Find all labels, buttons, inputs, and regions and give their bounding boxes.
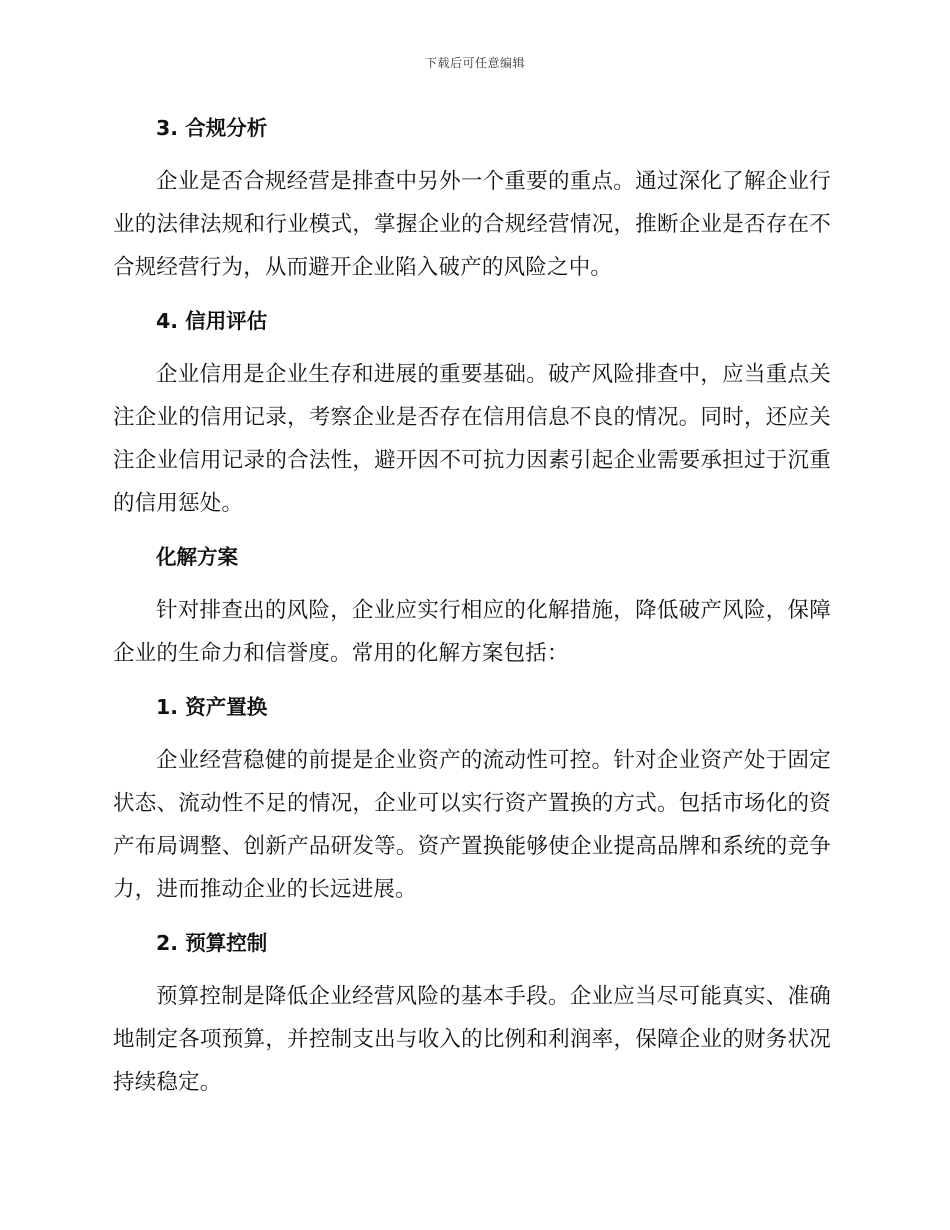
document-body — [113, 106, 831, 1104]
section-asset-swap — [113, 685, 831, 921]
section-compliance-analysis — [113, 106, 831, 299]
section-resolution-plan — [113, 535, 831, 685]
section-heading: 化解方案 — [156, 545, 238, 569]
section-credit-assessment — [113, 299, 831, 535]
section-budget-control — [113, 921, 831, 1104]
section-paragraph: 预算控制是降低企业经营风险的基本手段。企业应当尽可能真实、准确地制定各项预算，并控制支出与收入的比例和利润率，保障企业的财务状况持续稳定。 — [113, 984, 831, 1095]
section-heading: 2. 预算控制 — [156, 931, 268, 955]
section-paragraph: 企业是否合规经营是排查中另外一个重要的重点。通过深化了解企业行业的法律法规和行业模式，掌握企业的合规经营情况，推断企业是否存在不合规经营行为，从而避开企业陷入破产的风险之中。 — [113, 169, 831, 280]
section-heading: 3. 合规分析 — [156, 116, 268, 140]
section-heading: 4. 信用评估 — [156, 309, 268, 333]
section-paragraph: 企业经营稳健的前提是企业资产的流动性可控。针对企业资产处于固定状态、流动性不足的情况，企业可以实行资产置换的方式。包括市场化的资产布局调整、创新产品研发等。资产置换能够使企业提高品牌和系统的竞争力，进而推动企业的长远进展。 — [113, 748, 831, 902]
section-heading: 1. 资产置换 — [156, 695, 268, 719]
section-paragraph: 企业信用是企业生存和进展的重要基础。破产风险排查中，应当重点关注企业的信用记录，考察企业是否存在信用信息不良的情况。同时，还应关注企业信用记录的合法性，避开因不可抗力因素引起企业需要承担过于沉重的信用惩处。 — [113, 362, 831, 516]
header-note: 下载后可任意编辑 — [424, 56, 525, 70]
section-paragraph: 针对排查出的风险，企业应实行相应的化解措施，降低破产风险，保障企业的生命力和信誉度。常用的化解方案包括： — [113, 598, 831, 666]
